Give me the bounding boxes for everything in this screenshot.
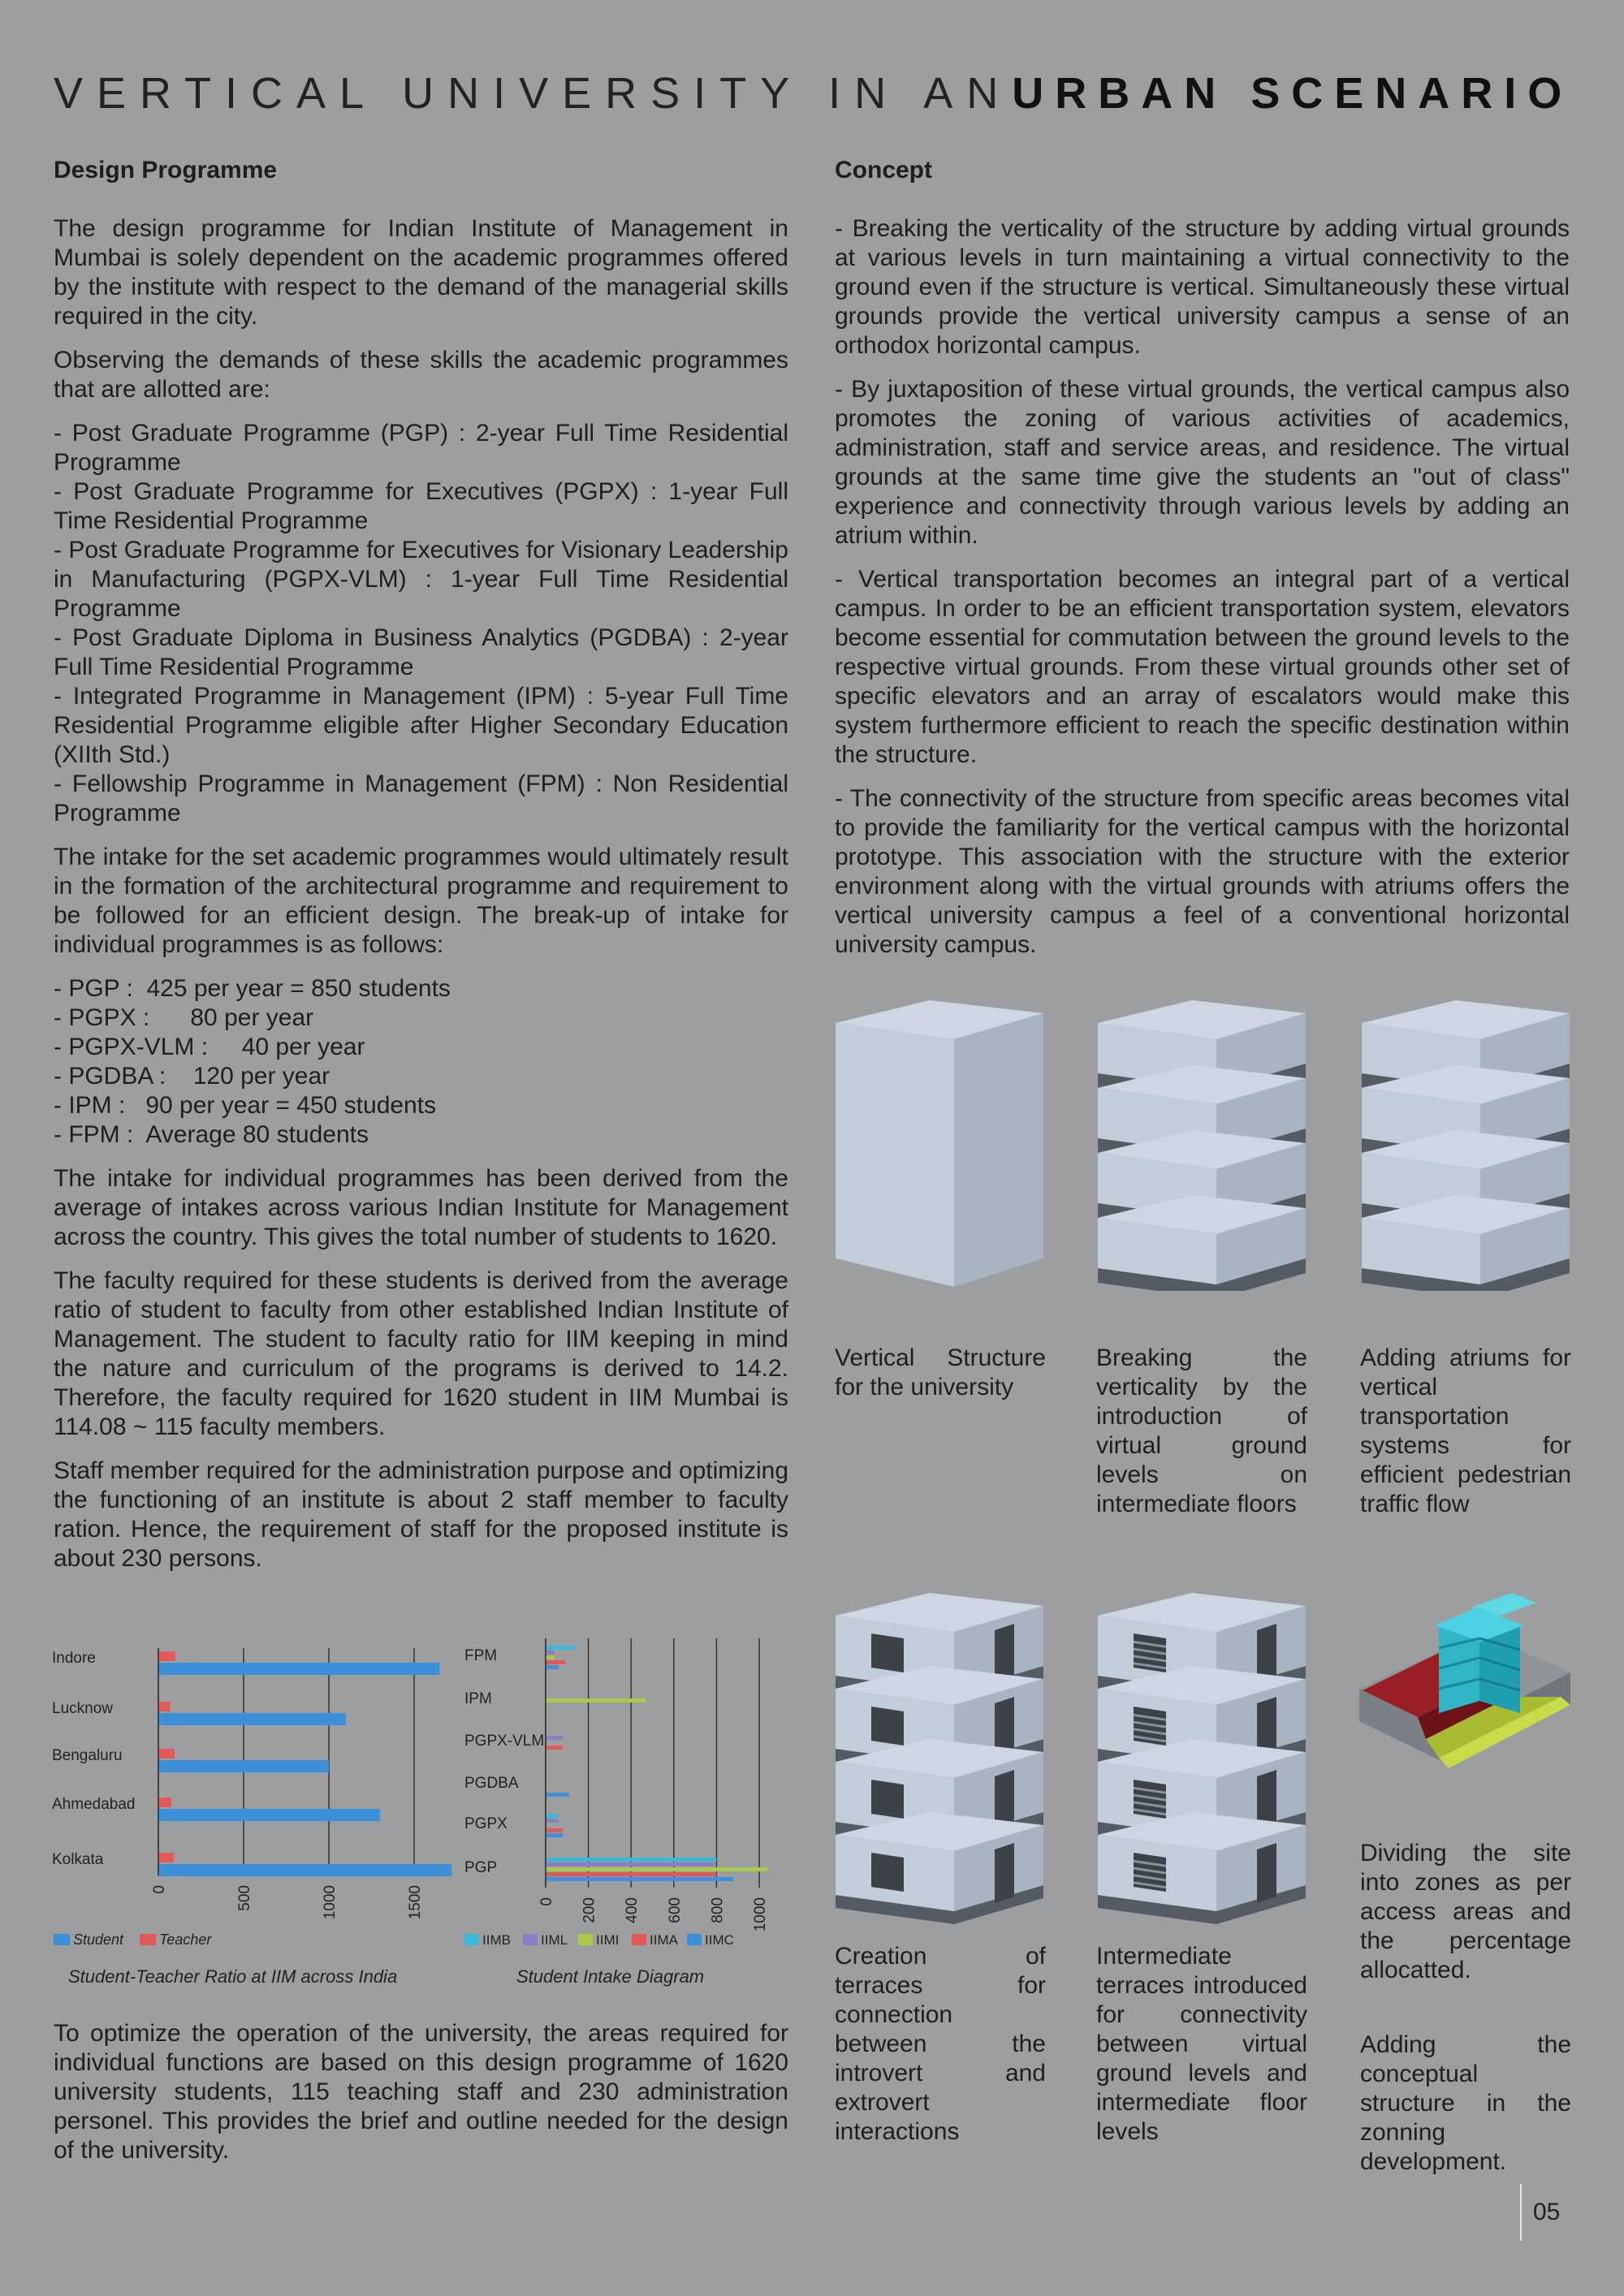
terraces-diagram: [832, 1591, 1052, 1924]
paragraph: Observing the demands of these skills the academic programmes that are allotted are:: [54, 347, 788, 403]
category-label: PGDBA: [464, 1775, 519, 1792]
legend-swatch: [464, 1934, 479, 1945]
x-tick-label: 0: [538, 1897, 555, 1906]
atrium-opening: [871, 1853, 904, 1892]
x-tick-label: 1500: [407, 1885, 424, 1920]
caption-3: Adding atriums for vertical transportation systems for efficient pedestrian traffic flow: [1360, 1344, 1571, 1517]
title-bold: URBAN SCENARIO: [1012, 69, 1574, 118]
x-tick-label: 800: [709, 1897, 727, 1923]
paragraph: - The connectivity of the structure from specific areas becomes vital to provide the familiarity for the vertical campus with the horizontal prototype. This association with the structure with the exterior environment along with the virtual grounds with atriums offers the vertical university campus a feel of a conventional horizontal university campus.: [835, 785, 1570, 958]
programme-list: [54, 419, 788, 828]
intake-bar: [546, 1655, 555, 1659]
category-label: Ahmedabad: [52, 1796, 136, 1813]
intake-bar: [546, 1833, 563, 1837]
intake-bar: [546, 1665, 559, 1669]
paragraph: The intake for the set academic programmes would ultimately result in the formation of the architectural programme and requirement to be followed for an efficient design. The break-up of intake for individual programmes is as follows:: [54, 844, 788, 958]
intake-bar: [546, 1867, 768, 1871]
intake-bar: [546, 1862, 715, 1867]
page-number: 05: [1533, 2199, 1561, 2225]
programme-item: - Post Graduate Diploma in Business Analytics (PGDBA) : 2-year Full Time Residential Programme: [54, 624, 788, 680]
paragraph: - Breaking the verticality of the structure by adding virtual grounds at various levels in turn maintaining a virtual connectivity to the ground even if the structure is vertical. Simultaneously these virtual grounds provide the vertical university campus a sense of an orthodox horizontal campus.: [835, 215, 1570, 359]
legend-label: IIMC: [705, 1932, 734, 1948]
paragraph: Staff member required for the administration purpose and optimizing the functioning of an institute is about 2 staff member to faculty ration. Hence, the requirement of staff for the proposed institute is about 230 persons.: [54, 1457, 788, 1572]
design-programme-column: [54, 154, 788, 1588]
closing-paragraph-block: [54, 2019, 788, 2180]
intake-bar: [546, 1746, 563, 1750]
paragraph: The faculty required for these students is derived from the average ratio of student to faculty from other established Indian Institute of Management. The student to faculty ratio for IIM keeping in mind the nature and curriculum of the programs is derived to 14.2. Therefore, the faculty required for 1620 student in IIM Mumbai is 114.08 ~ 115 faculty members.: [54, 1267, 788, 1440]
intermediate-terraces-diagram: [1095, 1591, 1314, 1924]
intake-bar: [546, 1872, 716, 1876]
legend-swatch-student: [54, 1934, 70, 1945]
intake-item: - FPM : Average 80 students: [54, 1121, 369, 1148]
x-tick-label: 500: [236, 1885, 253, 1911]
programme-item: - Fellowship Programme in Management (FPM) : Non Residential Programme: [54, 770, 788, 826]
legend-swatch-teacher: [140, 1934, 156, 1945]
concept-column: [835, 154, 1570, 974]
paragraph: The design programme for Indian Institute of Management in Mumbai is solely dependent on the academic programmes offered by the institute with respect to the demand of the managerial skills required in the city.: [54, 215, 788, 330]
programme-item: - Post Graduate Programme for Executives for Visionary Leadership in Manufacturing (PGPX-VLM) : 1-year Full Time Residential Programme: [54, 537, 788, 622]
intake-bar: [546, 1793, 569, 1797]
programme-item: - Post Graduate Programme (PGP) : 2-year Full Time Residential Programme: [54, 420, 788, 476]
teacher-bar: [158, 1702, 171, 1711]
title-light: VERTICAL UNIVERSITY IN AN: [54, 69, 1013, 118]
atrium-opening: [995, 1843, 1014, 1903]
x-tick-label: 600: [666, 1897, 684, 1923]
intake-bar: [546, 1736, 563, 1740]
category-label: Lucknow: [52, 1700, 113, 1717]
x-tick-label: 400: [624, 1897, 641, 1923]
paragraph: - By juxtaposition of these virtual grounds, the vertical campus also promotes the zoning of various activities of academics, administration, staff and service areas, and residence. The virtual grounds at the same time give the students an "out of class" experience and connectivity through various levels by adding an atrium within.: [835, 376, 1570, 549]
intake-bar: [546, 1858, 716, 1862]
legend-label: Student: [73, 1931, 124, 1948]
intake-item: - PGPX : 80 per year: [54, 1004, 314, 1031]
vertical-structure-diagram: [832, 999, 1052, 1291]
chart-title: Student-Teacher Ratio at IIM across India: [68, 1966, 398, 1987]
legend-swatch: [523, 1934, 538, 1945]
legend-swatch: [578, 1934, 593, 1945]
teacher-bar: [158, 1853, 174, 1862]
intake-bar: [546, 1819, 559, 1823]
category-label: PGPX-VLM: [464, 1733, 545, 1750]
student-bar: [158, 1663, 440, 1675]
intake-bar: [546, 1814, 559, 1818]
student-bar: [158, 1864, 451, 1876]
intake-bar: [546, 1651, 555, 1655]
paragraph: The intake for individual programmes has been derived from the average of intakes across various Indian Institute for Management across the country. This gives the total number of students to 1620.: [54, 1165, 788, 1250]
programme-item: - Post Graduate Programme for Executives (PGPX) : 1-year Full Time Residential Programme: [54, 478, 788, 534]
category-label: Kolkata: [52, 1851, 104, 1868]
legend-label: Teacher: [159, 1931, 212, 1948]
intake-bar: [546, 1698, 646, 1703]
intake-item: - IPM : 90 per year = 450 students: [54, 1092, 437, 1119]
category-label: IPM: [464, 1690, 492, 1707]
x-tick-label: 0: [151, 1885, 168, 1894]
legend-label: IIMA: [650, 1932, 678, 1948]
x-tick-label: 1000: [322, 1885, 339, 1920]
caption-6b: Adding the conceptual structure in the zonning development.: [1360, 2031, 1571, 2175]
caption-4: Creation of terraces for connection between the introvert and extrovert interactions: [835, 1943, 1046, 2145]
atrium-opening: [871, 1707, 904, 1746]
student-bar: [158, 1760, 329, 1772]
intake-bar: [546, 1646, 576, 1650]
teacher-bar: [158, 1651, 175, 1661]
page-title: [54, 65, 1572, 122]
intake-bar: [546, 1877, 733, 1881]
category-label: Indore: [52, 1650, 96, 1667]
caption-2: Breaking the verticality by the introduction of virtual ground levels on intermediate floors: [1096, 1344, 1307, 1517]
intake-item: - PGP : 425 per year = 850 students: [54, 975, 451, 1002]
intake-item: - PGPX-VLM : 40 per year: [54, 1034, 365, 1060]
closing-paragraph: To optimize the operation of the university, the areas required for individual functions are based on this design programme of 1620 university students, 115 teaching staff and 230 administration personel. This provides the brief and outline needed for the design of the university.: [54, 2020, 788, 2164]
legend-label: IIMB: [482, 1932, 511, 1948]
category-label: PGPX: [464, 1815, 508, 1832]
x-tick-label: 1000: [752, 1897, 769, 1932]
caption-6a: Dividing the site into zones as per access areas and the percentage allocatted.: [1360, 1840, 1571, 1983]
paragraph: - Vertical transportation becomes an integral part of a vertical campus. In order to be an efficient transportation system, elevators become essential for commutation between the ground levels to the respective virtual grounds. From these virtual grounds other set of specific elevators and an array of escalators would make this system furthermore efficient to reach the specific destination within the structure.: [835, 566, 1570, 768]
charts-svg: [49, 1632, 796, 1997]
intake-bar: [546, 1828, 563, 1832]
legend-swatch: [632, 1934, 646, 1945]
category-label: Bengaluru: [52, 1747, 123, 1764]
teacher-bar: [158, 1798, 171, 1807]
atrium-diagram: [1358, 999, 1578, 1291]
intake-list: [54, 974, 788, 1150]
category-label: FPM: [464, 1647, 498, 1664]
chart-title: Student Intake Diagram: [516, 1966, 705, 1987]
intake-bar: [546, 1660, 565, 1664]
legend-swatch: [687, 1934, 702, 1945]
legend-label: IIML: [541, 1932, 568, 1948]
programme-item: - Integrated Programme in Management (IPM) : 5-year Full Time Residential Programme eligible after Higher Secondary Education (XIIth Std.): [54, 683, 788, 768]
caption-5: Intermediate terraces introduced for connectivity between virtual ground levels and intermediate floor levels: [1096, 1943, 1307, 2145]
atrium-opening: [871, 1780, 904, 1819]
student-bar: [158, 1809, 380, 1821]
concept-heading: Concept: [835, 157, 932, 183]
atrium-opening: [1257, 1843, 1276, 1903]
intake-item: - PGDBA : 120 per year: [54, 1063, 330, 1090]
legend-label: IIMI: [596, 1932, 620, 1948]
x-tick-label: 200: [581, 1897, 598, 1923]
site-zoning-diagram: [1358, 1591, 1573, 1778]
charts-area: [49, 1632, 796, 1997]
broken-verticality-diagram: [1095, 999, 1314, 1291]
atrium-opening: [871, 1634, 904, 1672]
page-number-rule: [1520, 2184, 1522, 2241]
caption-1: Vertical Structure for the university: [835, 1344, 1046, 1400]
design-programme-heading: Design Programme: [54, 157, 278, 183]
teacher-bar: [158, 1749, 175, 1759]
category-label: PGP: [464, 1859, 498, 1876]
student-bar: [158, 1713, 346, 1725]
